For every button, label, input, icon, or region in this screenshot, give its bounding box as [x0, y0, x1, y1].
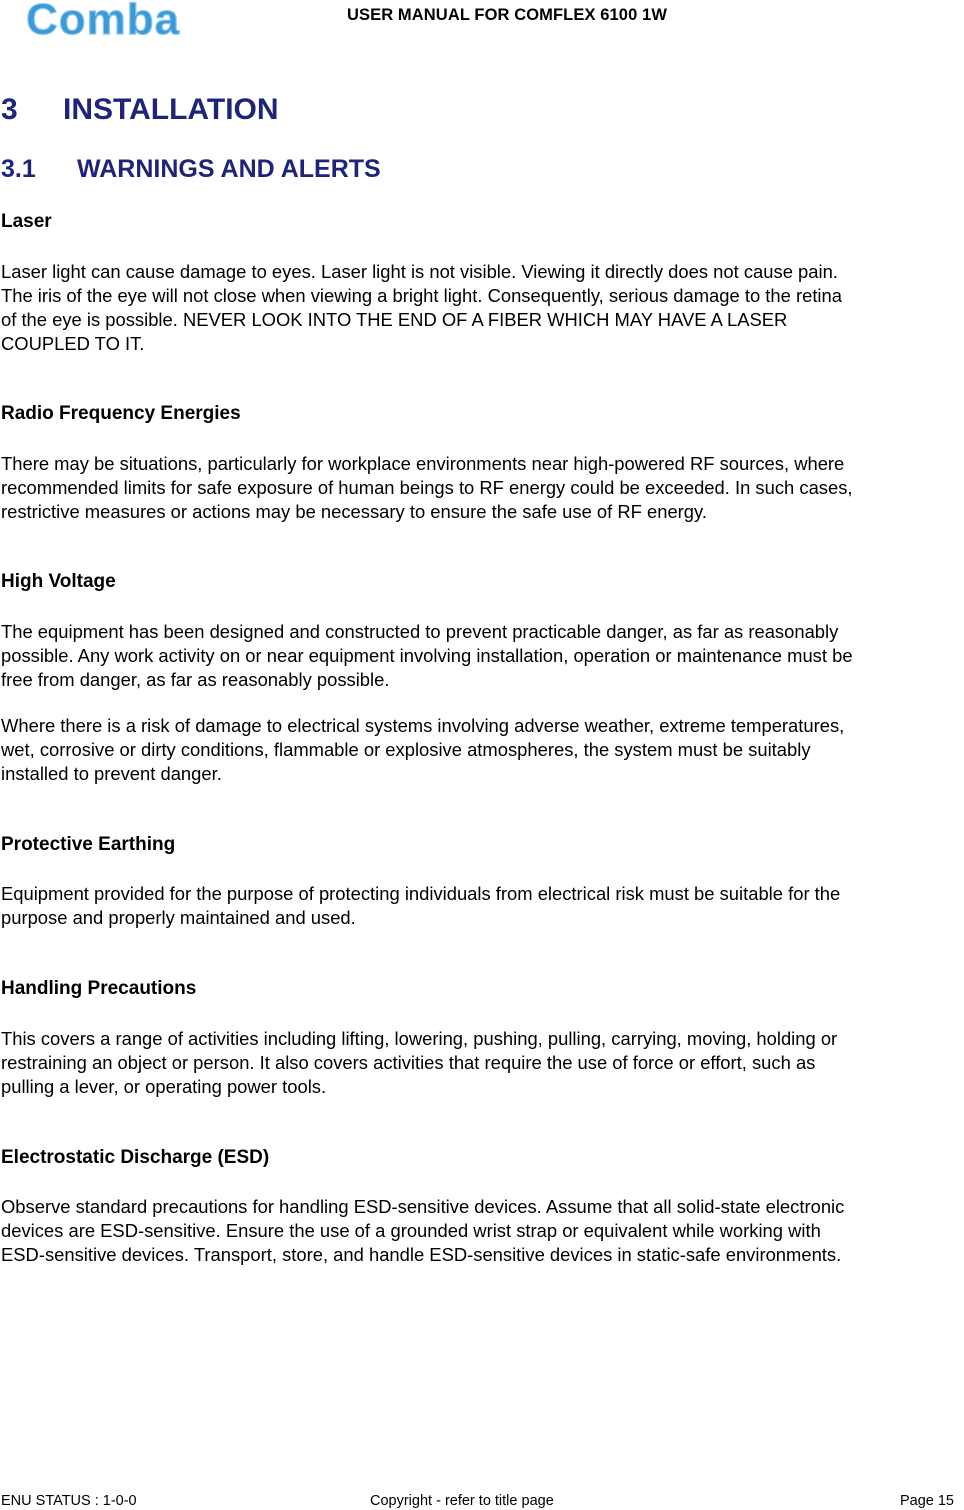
subsection-heading [1, 155, 381, 184]
text-line: purpose and properly maintained and used. [1, 907, 356, 928]
text-line: Where there is a risk of damage to electrical systems involving adverse weather, extreme temperatures, [1, 715, 845, 736]
text-line: of the eye is possible. NEVER LOOK INTO THE END OF A FIBER WHICH MAY HAVE A LASER [1, 309, 788, 330]
warning-heading-rf-energies: Radio Frequency Energies [1, 403, 241, 424]
section-title: INSTALLATION [63, 93, 279, 126]
text-line: recommended limits for safe exposure of human beings to RF energy could be exceeded. In such cases, [1, 477, 853, 498]
warning-heading-high-voltage: High Voltage [1, 571, 116, 592]
warning-paragraph-handling-precautions [1, 1027, 964, 1099]
text-line: Laser light can cause damage to eyes. Laser light is not visible. Viewing it directly does not cause pain. [1, 261, 838, 282]
comba-logo-text: Comba [26, 0, 181, 40]
subsection-number: 3.1 [1, 155, 36, 183]
warning-heading-laser: Laser [1, 211, 52, 232]
text-line: ESD-sensitive devices. Transport, store, and handle ESD-sensitive devices in static-safe environments. [1, 1244, 842, 1265]
subsection-title: WARNINGS AND ALERTS [77, 155, 381, 183]
warning-heading-esd: Electrostatic Discharge (ESD) [1, 1147, 270, 1168]
text-line: pulling a lever, or operating power tools. [1, 1076, 327, 1097]
text-line: The equipment has been designed and constructed to prevent practicable danger, as far as reasonably [1, 621, 839, 642]
warning-heading-handling-precautions: Handling Precautions [1, 978, 197, 999]
warning-paragraph-protective-earthing [1, 882, 964, 930]
footer-status: ENU STATUS : 1-0-0 [1, 1493, 137, 1509]
text-line: devices are ESD-sensitive. Ensure the use of a grounded wrist strap or equivalent while working with [1, 1220, 821, 1241]
text-line: This covers a range of activities including lifting, lowering, pushing, pulling, carrying, moving, holding or [1, 1028, 838, 1049]
text-line: The iris of the eye will not close when viewing a bright light. Consequently, serious damage to the retina [1, 285, 842, 306]
warning-paragraph-rf-energies [1, 452, 964, 524]
warning-heading-protective-earthing: Protective Earthing [1, 834, 176, 855]
warning-paragraph-esd [1, 1195, 964, 1267]
text-line: There may be situations, particularly for workplace environments near high-powered RF sources, where [1, 453, 845, 474]
text-line: installed to prevent danger. [1, 763, 222, 784]
text-line: possible. Any work activity on or near equipment involving installation, operation or maintenance must be [1, 645, 853, 666]
text-line: COUPLED TO IT. [1, 333, 145, 354]
warning-paragraph-laser [1, 260, 964, 356]
document-header-title: USER MANUAL FOR COMFLEX 6100 1W [347, 6, 667, 24]
warning-paragraph-high-voltage-2 [1, 714, 964, 786]
text-line: Observe standard precautions for handling ESD-sensitive devices. Assume that all solid-state electronic [1, 1196, 845, 1217]
footer-page-number: Page 15 [899, 1493, 954, 1509]
text-line: restrictive measures or actions may be necessary to ensure the safe use of RF energy. [1, 501, 707, 522]
warning-paragraph-high-voltage-1 [1, 620, 964, 692]
text-line: restraining an object or person. It also covers activities that require the use of force or effort, such as [1, 1052, 816, 1073]
text-line: wet, corrosive or dirty conditions, flammable or explosive atmospheres, the system must be suitably [1, 739, 811, 760]
text-line: Equipment provided for the purpose of protecting individuals from electrical risk must be suitable for the [1, 883, 841, 904]
section-heading [1, 93, 279, 127]
section-number: 3 [1, 93, 18, 126]
text-line: free from danger, as far as reasonably possible. [1, 669, 390, 690]
footer-copyright: Copyright - refer to title page [370, 1493, 554, 1509]
